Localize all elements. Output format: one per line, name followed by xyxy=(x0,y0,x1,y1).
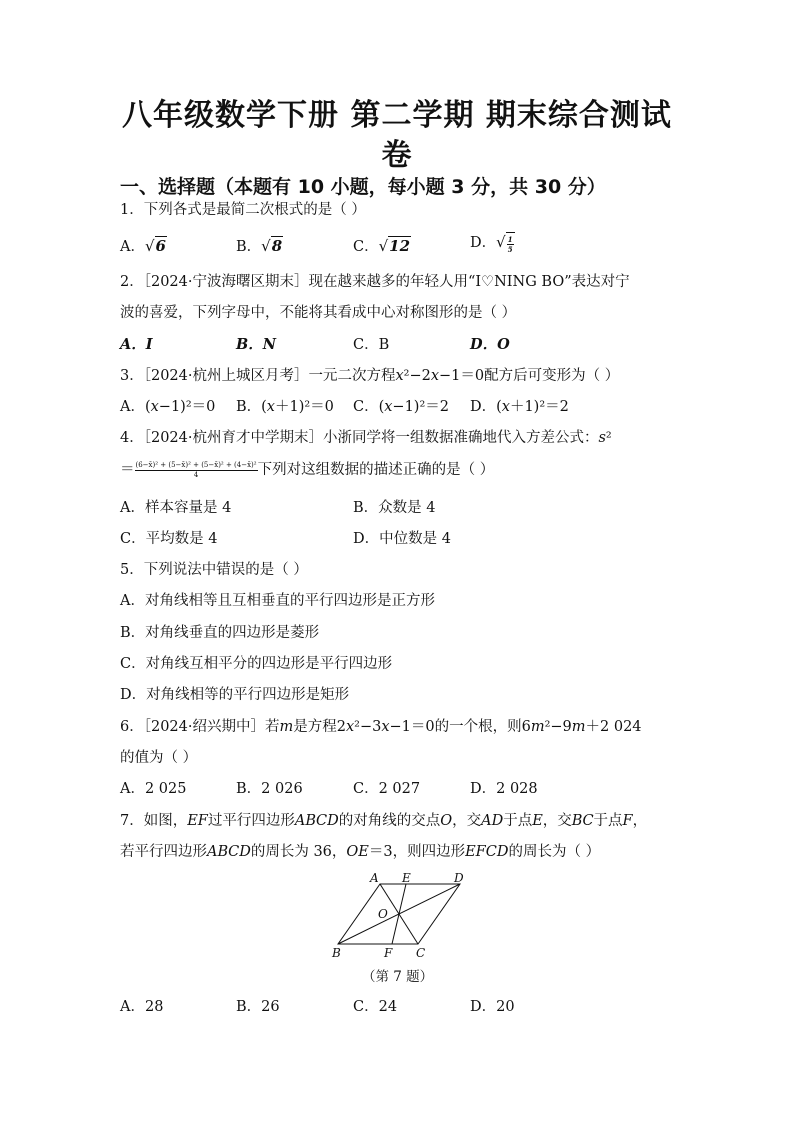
q6-option-c: C．2 027 xyxy=(353,781,421,797)
q2-option-d: D．O xyxy=(470,336,510,353)
q6-stem-1: 6．［2024·绍兴期中］若𝑚是方程2𝑥²−3𝑥−1＝0的一个根，则6𝑚²−9𝑚＋2 024 xyxy=(120,719,642,735)
q1-a-radical: √6 xyxy=(144,237,166,255)
q7-stem-2: 若平行四边形𝐴𝐵𝐶𝐷的周长为 36，𝑂𝐸＝3，则四边形𝐸𝐹𝐶𝐷的周长为（ ） xyxy=(120,844,601,860)
q4-option-c: C．平均数是 4 xyxy=(120,531,218,547)
q1-b-radical: √8 xyxy=(261,237,283,255)
label-e: E xyxy=(402,871,411,885)
q1-c-label: C． xyxy=(353,239,379,255)
q4-option-b: B．众数是 4 xyxy=(353,500,436,516)
q2-option-a: A．I xyxy=(120,336,153,353)
q2-option-c: C．B xyxy=(353,337,390,353)
q1-option-d xyxy=(470,232,515,254)
q5-option-c: C．对角线互相平分的四边形是平行四边形 xyxy=(120,656,393,672)
q5-option-a: A．对角线相等且互相垂直的平行四边形是正方形 xyxy=(120,593,435,609)
segment-ef xyxy=(392,884,406,944)
q7-option-c: C．24 xyxy=(353,999,398,1015)
q6-option-d: D．2 028 xyxy=(470,781,538,797)
q1-stem: 1．下列各式是最简二次根式的是（ ） xyxy=(120,202,366,218)
q1-b-radicand: 8 xyxy=(271,237,283,255)
figure-caption: （第 7 题） xyxy=(362,969,434,985)
q1-c-radicand: 12 xyxy=(389,237,411,255)
q4-option-a: A．样本容量是 4 xyxy=(120,500,232,516)
label-a: A xyxy=(370,871,379,885)
q1-a-label: A． xyxy=(120,239,145,255)
q4-stem-2 xyxy=(120,460,494,480)
label-c: C xyxy=(416,946,426,958)
q4-variance-fraction: $\frac{\text{(6−x̄)² + (5−x̄)² + (5−x̄)² + (4−x̄)²}}{4}$ xyxy=(135,460,257,479)
page-title xyxy=(120,96,674,176)
section-heading: 一、选择题（本题有 10 小题，每小题 3 分，共 30 分） xyxy=(120,176,606,198)
q1-option-a xyxy=(120,236,167,257)
q1-a-radicand: 6 xyxy=(155,237,166,255)
q1-option-c xyxy=(353,236,411,257)
q7-option-b: B．26 xyxy=(236,999,280,1015)
q6-option-a: A．2 025 xyxy=(120,781,187,797)
q3-option-d: D．(𝑥＋1)²＝2 xyxy=(470,399,569,415)
q2-stem-2: 波的喜爱，下列字母中，不能将其看成中心对称图形的是（ ） xyxy=(120,305,517,321)
label-o: O xyxy=(378,907,388,921)
q2-stem-1: 2．［2024·宁波海曙区期末］现在越来越多的年轻人用“I♡NING BO”表达对宁 xyxy=(120,274,630,290)
q1-d-fraction: $\frac{1}{5}$ xyxy=(507,234,513,254)
q5-stem: 5．下列说法中错误的是（ ） xyxy=(120,562,308,578)
label-f: F xyxy=(384,946,393,958)
q1-c-radical: √12 xyxy=(378,237,411,255)
label-d: D xyxy=(454,871,464,885)
title-line-1: 八年级数学下册 第二学期 期末综合测试 xyxy=(122,98,672,133)
q4-equals: ＝ xyxy=(120,462,135,478)
q3-option-a: A．(𝑥−1)²＝0 xyxy=(120,399,216,415)
title-line-2: 卷 xyxy=(381,138,413,173)
parallelogram-figure xyxy=(320,868,480,958)
q2-option-b: B．N xyxy=(236,336,277,353)
q4-option-d: D．中位数是 4 xyxy=(353,531,451,547)
q7-option-d: D．20 xyxy=(470,999,515,1015)
q6-option-b: B．2 026 xyxy=(236,781,303,797)
q5-option-b: B．对角线垂直的四边形是菱形 xyxy=(120,625,320,641)
q3-stem: 3．［2024·杭州上城区月考］一元二次方程𝑥²−2𝑥−1＝0配方后可变形为（ ） xyxy=(120,368,620,384)
q1-option-b xyxy=(236,236,283,257)
q6-stem-2: 的值为（ ） xyxy=(120,750,198,766)
q5-option-d: D．对角线相等的平行四边形是矩形 xyxy=(120,687,350,703)
q3-option-c: C．(𝑥−1)²＝2 xyxy=(353,399,449,415)
q1-d-radical: √ $\frac{1}{5}$ xyxy=(496,233,513,254)
q4-stem-1: 4．［2024·杭州育才中学期末］小浙同学将一组数据准确地代入方差公式：𝑠² xyxy=(120,430,612,446)
q3-option-b: B．(𝑥＋1)²＝0 xyxy=(236,399,334,415)
q7-stem-1: 7．如图，𝐸𝐹过平行四边形𝐴𝐵𝐶𝐷的对角线的交点𝑂，交𝐴𝐷于点𝐸，交𝐵𝐶于点𝐹， xyxy=(120,813,648,829)
q7-option-a: A．28 xyxy=(120,999,164,1015)
q4-stem-tail: 下列对这组数据的描述正确的是（ ） xyxy=(257,462,495,478)
q1-d-label: D． xyxy=(470,235,497,251)
q1-b-label: B． xyxy=(236,239,262,255)
label-b: B xyxy=(332,946,341,958)
